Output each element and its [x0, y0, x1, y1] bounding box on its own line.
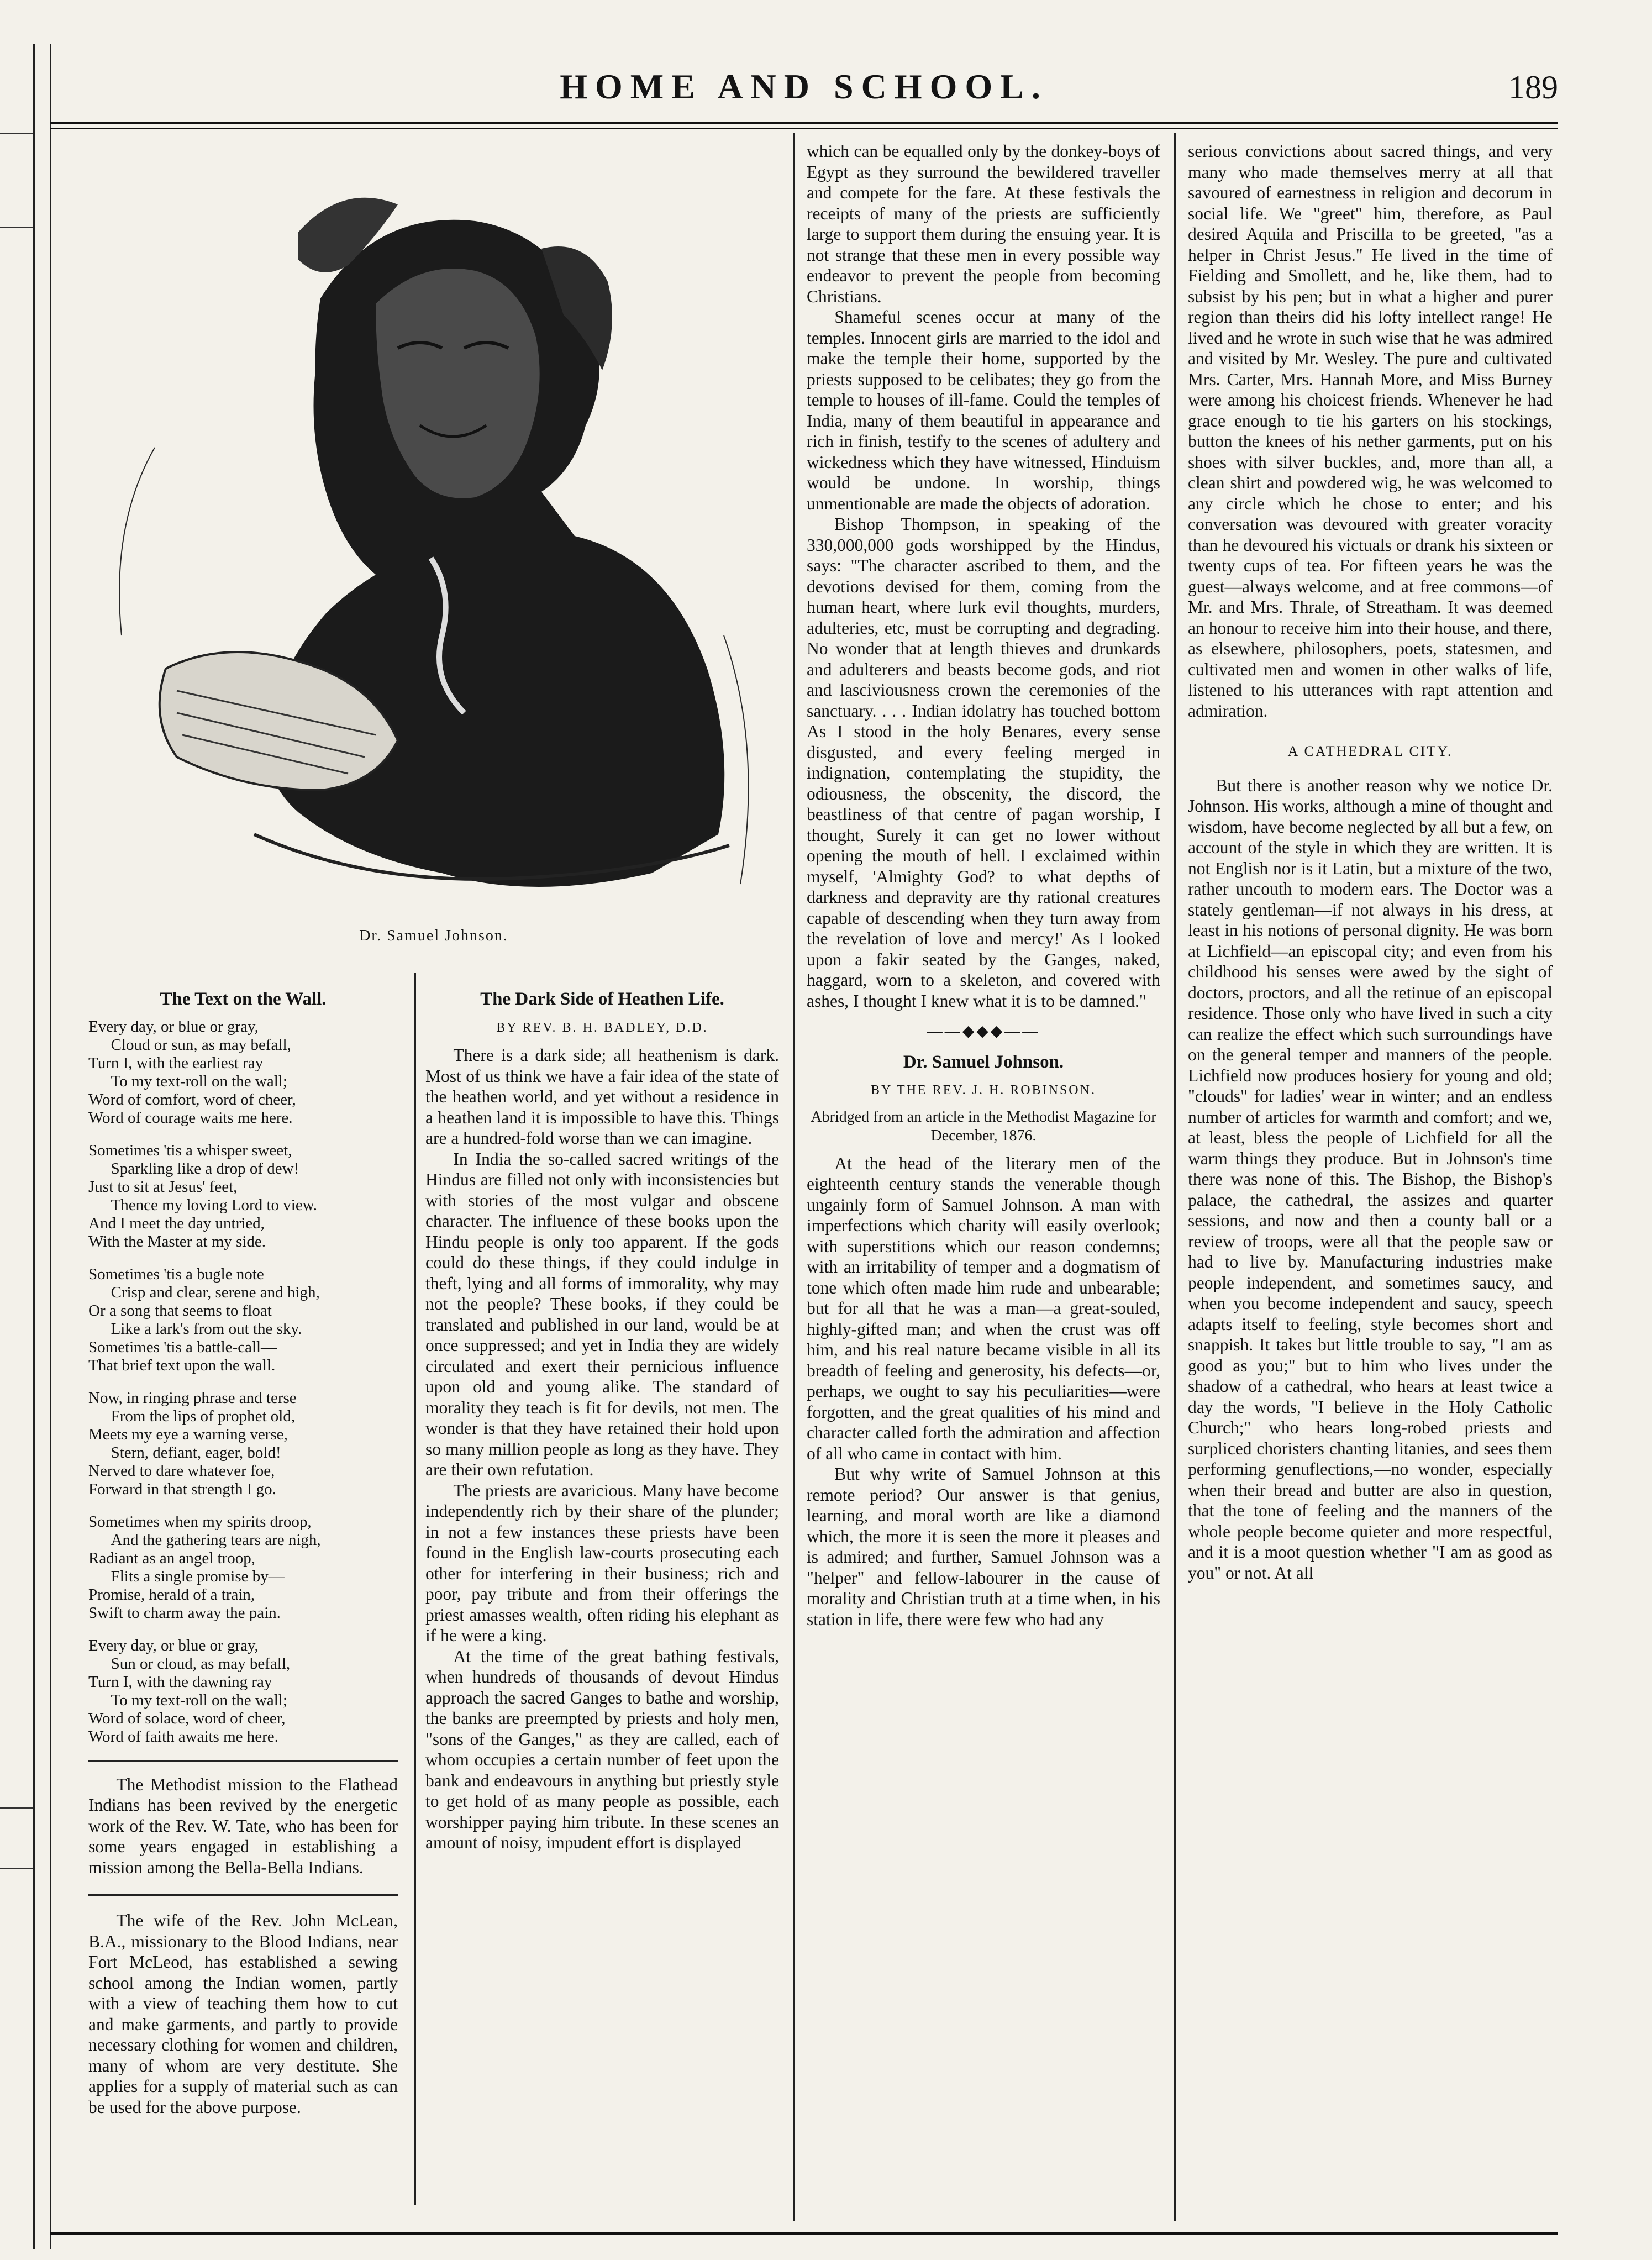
poem-stanza [88, 1513, 398, 1622]
johnson-body-part-1 [807, 1153, 1160, 1630]
column-2 [425, 984, 779, 1853]
poem-line: Like a lark's from out the sky. [111, 1320, 302, 1338]
poem-line: Meets my eye a warning verse, [88, 1425, 288, 1443]
heathen-article-title: The Dark Side of Heathen Life. [480, 989, 724, 1009]
note-paragraph: The wife of the Rev. John McLean, B.A., missionary to the Blood Indians, near Fort McLeod, has established a sewing school among the Indian women, partly with a view of teaching them how to cut and make garments, and partly to provide necessary clothing for women and children, many of whom are very destitute. She applies for a supply of material such as can be used for the above purpose. [88, 1911, 398, 2117]
poem-line: Swift to charm away the pain. [88, 1604, 281, 1622]
note-paragraph: The Methodist mission to the Flathead Indians has been revived by the energetic work of the Rev. W. Tate, who has been for some years engaged in establishing a mission among the Bella-Bella Indians. [88, 1774, 398, 1877]
portrait-caption: Dr. Samuel Johnson. [359, 927, 508, 944]
poem-line: Thence my loving Lord to view. [111, 1196, 318, 1214]
body-paragraph: There is a dark side; all heathenism is dark. Most of us think we have a fair idea of the state of the heathen world, and yet without a residence in a heathen land it is impossible to have this. Things are a hundred-fold worse than we can imagine. [425, 1045, 779, 1148]
poem-line: Word of comfort, word of cheer, [88, 1090, 296, 1108]
poem-line: Forward in that strength I go. [88, 1480, 276, 1498]
poem-line: Sometimes when my spirits droop, [88, 1512, 312, 1531]
poem-line: Nerved to dare whatever foe, [88, 1462, 275, 1480]
poem-line: Every day, or blue or gray, [88, 1017, 259, 1036]
poem-line: Word of faith awaits me here. [88, 1727, 278, 1746]
bottom-rule [50, 2232, 1558, 2235]
johnson-abridged-note: Abridged from an article in the Methodist Magazine for December, 1876. [811, 1108, 1156, 1144]
poem-line: Every day, or blue or gray, [88, 1636, 259, 1654]
column-4 [1188, 141, 1553, 1583]
column-rule [1174, 133, 1176, 2221]
poem-line: Stern, defiant, eager, bold! [111, 1443, 281, 1462]
running-title: HOME AND SCHOOL. [560, 67, 1048, 106]
poem-stanza [88, 1018, 398, 1127]
body-paragraph: The priests are avaricious. Many have become independently rich by their share of the plunder; in not a few instances these priests have been found in the English law-courts prosecuting each other for interfering in their business; rich and poor, pay tribute and from their offerings the priest amasses wealth, often riding his elephant as if he were a king. [425, 1480, 779, 1645]
poem-stanza [88, 1389, 398, 1499]
poem-body [88, 1018, 398, 1746]
body-paragraph: At the time of the great bathing festivals, when hundreds of thousands of devout Hindus approach the sacred Ganges to bathe and worship, the banks are preempted by priests and holy men, "sons of the Ganges," as they are called, each of whom occupies a certain number of feet upon the bank and endeavours in anything but priestly style to get hold of as many people as possible, each worshipper paying him tribute. In these scenes an amount of noisy, impudent effort is displayed [425, 1646, 779, 1852]
left-margin-strip [0, 44, 35, 2249]
body-paragraph: But why write of Samuel Johnson at this remote period? Our answer is that genius, learning, and moral worth are like a diamond which, the more it is seen the more it pleases and is admired; and further, Samuel Johnson was a "helper" and fellow-labourer in the cause of morality and Christian truth at a time when, in his station in life, there were few who had any [807, 1464, 1160, 1629]
heathen-byline: BY REV. B. H. BADLEY, D.D. [496, 1020, 708, 1035]
poem-line: With the Master at my side. [88, 1232, 266, 1250]
johnson-portrait-engraving [88, 138, 779, 923]
heathen-body-part-1 [425, 1045, 779, 1853]
column-rule [414, 973, 416, 2205]
divider [88, 1894, 398, 1896]
johnson-body-part-3 [1188, 775, 1553, 1584]
column-3 [807, 141, 1160, 1630]
johnson-body-part-2 [1188, 141, 1553, 721]
poem-line: Or a song that seems to float [88, 1301, 272, 1320]
poem-line: To my text-roll on the wall; [111, 1691, 287, 1709]
ornament-divider: ——◆◆◆—— [927, 1023, 1040, 1040]
column-1 [88, 984, 398, 2117]
body-paragraph: Shameful scenes occur at many of the temples. Innocent girls are married to the idol and make the temple their home, supported by the priests supposed to be celibates; they go from the temple to houses of ill-fame. Could the temples of India, many of them beautiful in appearance and rich in finish, testify to the scenes of adultery and wickedness which they have witnessed, Hinduism would be undone. In worship, things unmentionable are made the objects of adoration. [807, 307, 1160, 513]
body-paragraph: Bishop Thompson, in speaking of the 330,000,000 gods worshipped by the Hindus, says: "The character ascribed to them, and the devotions devised for them, coming from the human heart, where lurk evil thoughts, murders, adulteries, etc, must be corrupting and degrading. No wonder that at length thieves and drunkards and adulterers and beasts become gods, and riot and lasciviousness crown the ceremonies of the sanctuary. . . . Indian idolatry has touched bottom As I stood in the holy Benares, every sense disgusted, and every feeling merged in indignation, contemplating the stupidity, the odiousness, the obscenity, the discord, the beastliness of that centre of pagan worship, I thought, Surely it can get no lower without opening the mouth of hell. I exclaimed within myself, 'Almighty God? to what depths of darkness and depravity are thy rational creatures capable of descending when they turn away from the revelation of love and mercy!' As I looked upon a fakir seated by the Ganges, naked, haggard, worn to a skeleton, and covered with ashes, I thought I knew what it is to be damned." [807, 514, 1160, 1011]
body-paragraph: which can be equalled only by the donkey-boys of Egypt as they surround the bewildered traveller and compete for the fare. At these festivals the receipts of many of the priests are sufficiently large to support them during the ensuing year. It is not strange that these men in every possible way endeavor to prevent the people from becoming Christians. [807, 141, 1160, 306]
margin-rule [0, 133, 33, 134]
poem-line: And I meet the day untried, [88, 1214, 265, 1232]
poem-line: Crisp and clear, serene and high, [111, 1283, 320, 1301]
heathen-body-part-2 [807, 141, 1160, 1011]
poem-line: Flits a single promise by— [111, 1567, 285, 1585]
poem-line: Word of courage waits me here. [88, 1108, 293, 1127]
poem-stanza [88, 1637, 398, 1746]
poem-line: Now, in ringing phrase and terse [88, 1389, 297, 1407]
poem-line: Sometimes 'tis a whisper sweet, [88, 1141, 292, 1159]
poem-line: Sometimes 'tis a battle-call— [88, 1338, 277, 1356]
poem-line: Sun or cloud, as may befall, [111, 1654, 291, 1673]
poem-stanza [88, 1265, 398, 1375]
margin-rule [0, 227, 33, 228]
poem-line: Just to sit at Jesus' feet, [88, 1178, 238, 1196]
johnson-article-title: Dr. Samuel Johnson. [903, 1052, 1064, 1072]
poem-line: Sparkling like a drop of dew! [111, 1159, 299, 1178]
section-heading: A CATHEDRAL CITY. [1287, 743, 1453, 759]
poem-line: Turn I, with the dawning ray [88, 1673, 272, 1691]
column-rule [793, 133, 795, 2221]
poem-line: Promise, herald of a train, [88, 1585, 255, 1604]
poem-line: From the lips of prophet old, [111, 1407, 296, 1425]
page-number: 189 [1508, 69, 1558, 106]
poem-title: The Text on the Wall. [160, 989, 327, 1009]
poem-line: That brief text upon the wall. [88, 1356, 276, 1374]
body-paragraph: At the head of the literary men of the eighteenth century stands the venerable though ungainly form of Samuel Johnson. A man with imperfections which charity will easily overlook; with superstitions which our reason condemns; with an irritability of temper and a dogmatism of tone which often made him rude and unbearable; but for all that he was a man—a great-souled, highly-gifted man; and when the crust was off him, and his real nature became visible in all its breadth of feeling and generosity, his defects—or, perhaps, we ought to say his peculiarities—were forgotten, and the great qualities of his mind and character called forth the admiration and affection of all who came in contact with him. [807, 1153, 1160, 1463]
divider [88, 1760, 398, 1762]
poem-line: Turn I, with the earliest ray [88, 1054, 264, 1072]
poem-line: Cloud or sun, as may befall, [111, 1036, 291, 1054]
poem-line: Radiant as an angel troop, [88, 1549, 255, 1567]
header-rule [50, 122, 1558, 129]
poem-line: Word of solace, word of cheer, [88, 1709, 286, 1727]
poem-line: To my text-roll on the wall; [111, 1072, 287, 1090]
body-paragraph: serious convictions about sacred things, and very many who made themselves merry at all that savoured of earnestness in religion and decorum in social life. We "greet" him, therefore, as Paul desired Aquila and Priscilla to be greeted, "as a helper in Christ Jesus." He lived in the time of Fielding and Smollett, and he, like them, had to subsist by his pen; but in what a higher and purer region than theirs did his lofty intellect range! He lived and he wrote in such wise that he was admired and visited by Mr. Wesley. The pure and cultivated Mrs. Carter, Mrs. Hannah More, and Miss Burney were among his choicest friends. Whenever he had grace enough to tie his garters on his stockings, button the knees of his nether garments, put on his shoes with silver buckles, and, more than all, a clean shirt and powdered wig, he was welcomed to any circle which he chose to enter; and his conversation was devoured with greater voracity than he devoured his victuals or drank his sixteen or twenty cups of tea. For fifteen years he was the guest—always welcome, and at free commons—of Mr. and Mrs. Thrale, of Streatham. It was deemed an honour to receive him into their house, and there, as elsewhere, philosophers, poets, statesmen, and cultivated men and women in other walks of life, listened to his utterances with rapt attention and admiration. [1188, 141, 1553, 721]
margin-rule [0, 1868, 33, 1869]
poem-line: Sometimes 'tis a bugle note [88, 1265, 264, 1283]
page-header [50, 50, 1558, 116]
body-paragraph: But there is another reason why we notice Dr. Johnson. His works, although a mine of thought and wisdom, have become neglected by all but a few, on account of the style in which they are written. It is not English nor is it Latin, but a mixture of the two, rather uncouth to modern ears. The Doctor was a stately gentleman—if not always in his dress, at least in his notions of personal dignity. He was born at Lichfield—an episcopal city; and even from his childhood his senses were awed by the sight of doctors, proctors, and all the retinue of an episcopal residence. Those only who have lived in such a city can realize the effect which such surroundings have on the general temper and manners of the people. Lichfield now produces hosiery for young and old; "clouds" for ladies' wear in winter; and an endless number of articles for warmth and comfort; and we, at least, bless the people of Lichfield for all the warm things they produce. But in Johnson's time there was none of this. The Bishop, the Bishop's palace, the cathedral, the assizes and quarter sessions, and now and then a county ball or a review of troops, were all that the people saw or had to live by. Manufacturing industries make people independent, and sometimes saucy, and when you become independent and saucy, speech adapts itself to feeling, style becomes short and snappish. It takes but little trouble to say, "I am as good as you;" but to him who lives under the shadow of a cathedral, who hears at least twice a day the words, "I believe in the Holy Catholic Church;" who hears long-robed priests and surpliced choristers chanting litanies, and sees them performing genuflections,—no wonder, especially when their bread and butter are also in question, that the tone of feeling and the manners of the whole people become quieter and more respectful, and it is a moot question whether "I am as good as you" or not. At all [1188, 775, 1553, 1583]
margin-rule [0, 1807, 33, 1809]
poem-line: And the gathering tears are nigh, [111, 1531, 321, 1549]
johnson-byline: BY THE REV. J. H. ROBINSON. [871, 1083, 1096, 1097]
body-paragraph: In India the so-called sacred writings of the Hindus are filled not only with inconsistencies but with stories of the most vulgar and obscene character. The influence of these books upon the Hindu people is only too apparent. If the gods could do these things, if they could indulge in theft, lying and all forms of immorality, why may not the people? These books, if they could be translated and published in our land, would be at once suppressed; and yet in India they are widely circulated and exert their pernicious influence upon old and young alike. The standard of morality they teach is fit for devils, not men. The wonder is that they have retained their hold upon so many million people as long as they have. They are their own refutation. [425, 1149, 779, 1479]
poem-stanza [88, 1142, 398, 1251]
